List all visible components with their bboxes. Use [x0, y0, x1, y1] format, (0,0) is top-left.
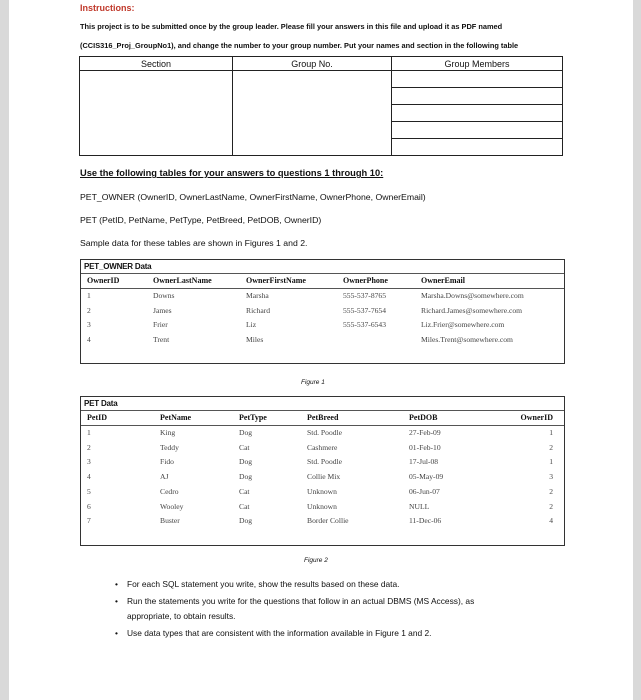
header-rule-bottom: [81, 425, 564, 426]
owner-cell: Frier: [153, 320, 168, 329]
owner-col-owneremail: OwnerEmail: [421, 276, 465, 285]
pet-cell: 3: [549, 472, 553, 482]
owner-cell: 1: [87, 291, 91, 300]
owner-cell: 4: [87, 334, 91, 344]
figure-2-caption: Figure 2: [304, 557, 328, 564]
bullet-2-continued: appropriate, to obtain results.: [127, 611, 236, 621]
group-no-header: Group No.: [233, 57, 392, 71]
owner-cell: Marsha.Downs@somewhere.com: [421, 291, 524, 300]
owner-cell: 555-537-7654: [343, 305, 387, 315]
pet-cell: 7: [87, 516, 91, 526]
bullet-1: [115, 579, 400, 589]
owner-cell: Miles.Trent@somewhere.com: [421, 334, 513, 344]
header-rule-top: [81, 273, 564, 274]
pet-cell: 4: [87, 472, 91, 482]
pet-col-pettype: PetType: [239, 413, 267, 422]
owner-cell: James: [153, 305, 172, 315]
owner-col-ownerlastname: OwnerLastName: [153, 276, 212, 285]
pet-cell: 3: [87, 457, 91, 467]
pet-cell: Collie Mix: [307, 472, 341, 482]
pet-cell: 5: [87, 486, 91, 496]
sample-data-note: Sample data for these tables are shown in Figures 1 and 2.: [80, 238, 308, 248]
group-members-header: Group Members: [392, 57, 563, 71]
member-row-3[interactable]: [392, 105, 562, 122]
owner-cell: Richard.James@somewhere.com: [421, 305, 523, 315]
pet-cell: Dog: [239, 457, 253, 467]
member-row-1[interactable]: [392, 71, 562, 88]
bullet-dot: •: [115, 596, 118, 606]
member-row-2[interactable]: [392, 88, 562, 105]
pet-cell: Std. Poodle: [307, 428, 343, 437]
pet-owner-title: PET_OWNER Data: [84, 262, 152, 271]
owner-cell: 555-537-8765: [343, 291, 387, 300]
pet-cell: Dog: [239, 516, 253, 526]
figure-1-caption: Figure 1: [301, 379, 325, 386]
schema-pet: PET (PetID, PetName, PetType, PetBreed, PetDOB, OwnerID): [80, 215, 322, 225]
pet-cell: AJ: [160, 472, 169, 482]
owner-cell: Marsha: [246, 291, 269, 300]
pet-cell: Unknown: [307, 486, 337, 496]
pet-col-petname: PetName: [160, 413, 192, 422]
pet-cell: 2: [549, 442, 553, 452]
bullet-text: For each SQL statement you write, show the results based on these data.: [127, 579, 400, 589]
pet-cell: 2: [549, 486, 553, 496]
group-members-cell: [392, 71, 563, 156]
pet-figure: [80, 396, 565, 546]
pet-cell: Cat: [239, 486, 250, 496]
owner-cell: Liz: [246, 320, 257, 329]
owner-cell: Richard: [246, 305, 271, 315]
pet-cell: 6: [87, 501, 91, 511]
section-cell[interactable]: [80, 71, 233, 156]
pet-cell: Std. Poodle: [307, 457, 343, 467]
pet-cell: 1: [87, 428, 91, 437]
group-info-table: [79, 56, 563, 156]
page-edge-left: [0, 0, 9, 700]
pet-owner-figure: [80, 259, 565, 364]
pet-cell: 05-May-09: [409, 472, 444, 482]
pet-cell: 1: [549, 457, 553, 467]
pet-cell: 01-Feb-10: [409, 442, 441, 452]
owner-col-ownerphone: OwnerPhone: [343, 276, 388, 285]
owner-cell: Liz.Frier@somewhere.com: [421, 320, 505, 329]
schema-pet-owner: PET_OWNER (OwnerID, OwnerLastName, OwnerFirstName, OwnerPhone, OwnerEmail): [80, 192, 426, 202]
member-row-5[interactable]: [392, 139, 562, 155]
pet-cell: Fido: [160, 457, 174, 467]
questions-heading: Use the following tables for your answers to questions 1 through 10:: [80, 168, 384, 178]
owner-cell: 2: [87, 305, 91, 315]
bullet-3: [115, 628, 431, 638]
owner-cell: Downs: [153, 291, 175, 300]
group-no-cell[interactable]: [233, 71, 392, 156]
owner-col-ownerid: OwnerID: [87, 276, 120, 285]
bullet-dot: •: [115, 628, 118, 638]
pet-col-petdob: PetDOB: [409, 413, 438, 422]
bullet-dot: •: [115, 579, 118, 589]
instructions-line-2: (CCIS316_Proj_GroupNo1), and change the number to your group number. Put your names and section in the following table: [80, 41, 519, 50]
pet-cell: 2: [87, 442, 91, 452]
pet-cell: 17-Jul-08: [409, 457, 439, 467]
owner-cell: 3: [87, 320, 91, 329]
pet-col-petbreed: PetBreed: [307, 413, 339, 422]
header-rule-bottom: [81, 288, 564, 289]
pet-cell: Cat: [239, 501, 250, 511]
bullet-text: Use data types that are consistent with the information available in Figure 1 and 2.: [127, 628, 432, 638]
pet-col-petid: PetID: [87, 413, 107, 422]
pet-cell: Unknown: [307, 501, 337, 511]
pet-cell: 2: [549, 501, 553, 511]
pet-cell: Wooley: [160, 501, 184, 511]
page-edge-right: [633, 0, 641, 700]
pet-cell: NULL: [409, 501, 430, 511]
pet-col-ownerid: OwnerID: [520, 413, 553, 422]
pet-cell: King: [160, 428, 176, 437]
pet-cell: Cedro: [160, 486, 179, 496]
pet-cell: Teddy: [160, 442, 179, 452]
instructions-line-1: This project is to be submitted once by the group leader. Please fill your answers in this file and upload it as PDF named: [80, 22, 503, 31]
owner-cell: Miles: [246, 334, 264, 344]
pet-cell: 06-Jun-07: [409, 486, 440, 496]
pet-cell: Cat: [239, 442, 250, 452]
member-row-4[interactable]: [392, 122, 562, 139]
pet-cell: Dog: [239, 428, 253, 437]
pet-cell: 11-Dec-06: [409, 516, 442, 526]
pet-title: PET Data: [84, 399, 118, 408]
pet-cell: Buster: [160, 516, 180, 526]
owner-cell: Trent: [153, 334, 170, 344]
bullet-2: [115, 596, 474, 606]
owner-cell: 555-537-6543: [343, 320, 387, 329]
section-header: Section: [80, 57, 233, 71]
owner-col-ownerfirstname: OwnerFirstName: [246, 276, 306, 285]
bullet-text: Run the statements you write for the questions that follow in an actual DBMS (MS Access), as: [127, 596, 475, 606]
pet-cell: Border Collie: [307, 516, 349, 526]
pet-cell: Cashmere: [307, 442, 338, 452]
header-rule-top: [81, 410, 564, 411]
pet-cell: 4: [549, 516, 553, 526]
pet-cell: Dog: [239, 472, 253, 482]
pet-cell: 1: [549, 428, 553, 437]
instructions-title: Instructions:: [80, 3, 135, 13]
pet-cell: 27-Feb-09: [409, 428, 441, 437]
